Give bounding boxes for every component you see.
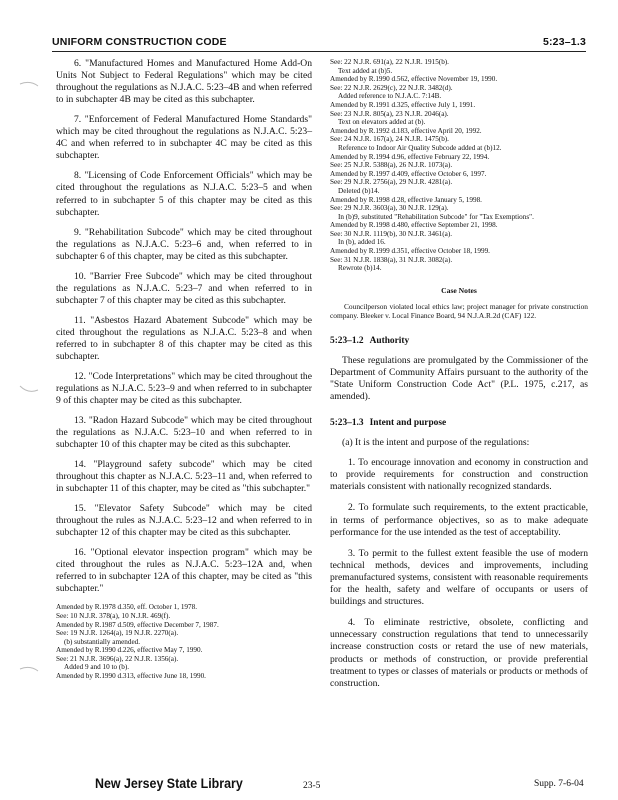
- section-number: 5:23–1.3: [330, 418, 364, 428]
- header-rule: [52, 51, 586, 52]
- list-item: 14. "Playground safety subcode" which may be cited throughout this chapter as N.J.A.C. 5:23–11 and, when referred to in subchapter 11 of this chapter, may be cited as "this subchapter.": [56, 459, 312, 495]
- list-item: 7. "Enforcement of Federal Manufactured Home Standards" which may be cited throughout the regulations as N.J.A.C. 5:23–4C and when referred to in subchapter 4C may be cited as this subchapter.: [56, 114, 312, 162]
- history-line: In (b)9, substituted "Rehabilitation Subcode" for "Tax Exemptions".: [338, 212, 534, 221]
- margin-mark-icon: [16, 655, 48, 679]
- history-line: Text on elevators added at (b).: [338, 118, 426, 127]
- history-line: See: 10 N.J.R. 378(a), 10 N.J.R. 469(f).: [56, 611, 171, 620]
- section-title: Intent and purpose: [369, 418, 447, 428]
- history-line: Rewrote (b)14.: [338, 264, 382, 273]
- right-column: [330, 58, 588, 690]
- amendment-history: [330, 58, 588, 273]
- history-line: See: 25 N.J.R. 5388(a), 26 N.J.R. 1073(a).: [330, 161, 453, 170]
- history-line: Amended by R.1987 d.509, effective December 7, 1987.: [56, 620, 219, 629]
- history-line: Amended by R.1998 d.480, effective September 21, 1998.: [330, 221, 498, 230]
- amendment-history: [56, 603, 312, 680]
- history-line: See: 21 N.J.R. 3696(a), 22 N.J.R. 1356(a).: [56, 654, 179, 663]
- history-line: In (b), added 16.: [338, 238, 386, 247]
- history-line: See: 23 N.J.R. 805(a), 23 N.J.R. 2046(a).: [330, 109, 449, 118]
- section-heading: [330, 417, 588, 429]
- history-line: See: 31 N.J.R. 1838(a), 31 N.J.R. 3082(a).: [330, 255, 453, 264]
- history-line: Amended by R.1991 d.325, effective July 1, 1991.: [330, 100, 476, 109]
- library-stamp: New Jersey State Library: [95, 776, 243, 791]
- list-item: 16. "Optional elevator inspection program" which may be cited throughout the rules as N.J.A.C. 5:23–12A and, when referred to in subchapter 12A of this chapter, may be cited as "this subchapter.": [56, 547, 312, 595]
- header-section-number: 5:23–1.3: [542, 36, 586, 48]
- history-line: (b) substantially amended.: [64, 637, 141, 646]
- history-line: Amended by R.1990 d.226, effective May 7, 1990.: [56, 646, 203, 655]
- section-body: These regulations are promulgated by the Commissioner of the Department of Community Affairs pursuant to the authority of the "State Uniform Construction Code Act" (P.L. 1975, c.217, as amended).: [330, 354, 588, 402]
- list-item: 6. "Manufactured Homes and Manufactured Home Add-On Units Not Subject to Federal Regulations" which may be cited throughout the regulations as N.J.A.C. 5:23–4B and when referred to in subchapter 4B may be cited as this subchapter.: [56, 58, 312, 106]
- history-line: Amended by R.1990 d.562, effective November 19, 1990.: [330, 75, 498, 84]
- margin-mark-icon: [16, 380, 48, 404]
- history-line: Amended by R.1990 d.313, effective June 18, 1990.: [56, 672, 206, 681]
- list-item: 10. "Barrier Free Subcode" which may be cited throughout the regulations as N.J.A.C. 5:23–7 and when referred to in subchapter 7 of this chapter may be cited as this subchapter.: [56, 270, 312, 306]
- history-line: Amended by R.1978 d.350, eff. October 1, 1978.: [56, 603, 197, 612]
- history-line: Amended by R.1997 d.409, effective October 6, 1997.: [330, 169, 487, 178]
- list-item: 2. To formulate such requirements, to the extent practicable, in terms of performance objectives, so as to make adequate performance for the use intended as the test of acceptability.: [330, 502, 588, 538]
- history-line: See: 29 N.J.R. 3603(a), 30 N.J.R. 129(a).: [330, 204, 449, 213]
- left-column: [56, 58, 312, 681]
- list-item: 8. "Licensing of Code Enforcement Officials" which may be cited throughout the regulations as N.J.A.C. 5:23–5 and when referred to in subchapter 5 of this chapter may be cited as this subchapter.: [56, 170, 312, 218]
- section-intro: (a) It is the intent and purpose of the regulations:: [342, 437, 530, 449]
- history-line: See: 30 N.J.R. 1119(b), 30 N.J.R. 3461(a).: [330, 229, 453, 238]
- history-line: Reference to Indoor Air Quality Subcode added at (b)12.: [338, 143, 502, 152]
- history-line: See: 22 N.J.R. 691(a), 22 N.J.R. 1915(b).: [330, 58, 449, 66]
- list-item: 1. To encourage innovation and economy in construction and to provide requirements for construction and construction materials consistent with nationally recognized standards.: [330, 457, 588, 493]
- history-line: Amended by R.1998 d.28, effective January 5, 1998.: [330, 195, 482, 204]
- case-notes-heading: Case Notes: [441, 285, 477, 295]
- history-line: Deleted (b)14.: [338, 186, 380, 195]
- section-heading: [330, 335, 588, 347]
- list-item: 4. To eliminate restrictive, obsolete, conflicting and unnecessary construction regulations that tend to unnecessarily increase construction costs or retard the use of new materials, products or methods of construction, or provide preferential treatment to types or classes of materials or products or methods of construction.: [330, 617, 588, 689]
- list-item: 3. To permit to the fullest extent feasible the use of modern technical methods, devices and improvements, including premanufactured systems, consistent with reasonable requirements for the health, safety and welfare of occupants or users of buildings and structures.: [330, 547, 588, 608]
- case-notes-body: Councilperson violated local ethics law; project manager for private construction company. Bleeker v. Local Finance Board, 94 N.J.A.R.2d (CAF) 122.: [330, 301, 588, 320]
- section-number: 5:23–1.2: [330, 335, 364, 346]
- margin-mark-icon: [16, 70, 48, 94]
- section-title: Authority: [369, 335, 410, 346]
- history-line: See: 19 N.J.R. 1264(a), 19 N.J.R. 2270(a).: [56, 629, 179, 638]
- list-item: 15. "Elevator Safety Subcode" which may be cited throughout the rules as N.J.A.C. 5:23–12 and when referred to in subchapter 12 of this chapter may be cited as this subchapter.: [56, 503, 312, 539]
- history-line: Added reference to N.J.A.C. 7:14B.: [338, 92, 442, 101]
- list-item: 9. "Rehabilitation Subcode" which may be cited throughout the regulations as N.J.A.C. 5:23–6 and, when referred to in subchapter 6 of this chapter, may be cited as this subchapter.: [56, 226, 312, 262]
- supplement-date: Supp. 7-6-04: [534, 779, 584, 789]
- history-line: Added 9 and 10 to (b).: [64, 663, 130, 672]
- history-line: See: 24 N.J.R. 167(a), 24 N.J.R. 1475(b).: [330, 135, 449, 144]
- running-header: [52, 36, 586, 52]
- history-line: Amended by R.1994 d.96, effective February 22, 1994.: [330, 152, 490, 161]
- history-line: Text added at (b)5.: [338, 66, 393, 75]
- history-line: Amended by R.1999 d.351, effective October 18, 1999.: [330, 247, 490, 256]
- history-line: See: 22 N.J.R. 2629(c), 22 N.J.R. 3482(d).: [330, 83, 453, 92]
- history-line: See: 29 N.J.R. 2756(a), 29 N.J.R. 4281(a).: [330, 178, 453, 187]
- history-line: Amended by R.1992 d.183, effective April 20, 1992.: [330, 126, 482, 135]
- list-item: 12. "Code Interpretations" which may be cited throughout the regulations as N.J.A.C. 5:23–9 and when referred to in subchapter 9 of this chapter may be cited as this subchapter.: [56, 370, 312, 407]
- header-title: UNIFORM CONSTRUCTION CODE: [52, 36, 227, 48]
- list-item: 13. "Radon Hazard Subcode" which may be cited throughout the regulations as N.J.A.C. 5:23–10 and when referred to in subchapter 10 of this chapter may be cited as this subchapter.: [56, 414, 312, 451]
- page-number: 23-5: [303, 781, 321, 791]
- list-item: 11. "Asbestos Hazard Abatement Subcode" which may be cited throughout the regulations as N.J.A.C. 5:23–8 and when referred to in subchapter 8 of this chapter may be cited as this subchapter.: [56, 314, 312, 362]
